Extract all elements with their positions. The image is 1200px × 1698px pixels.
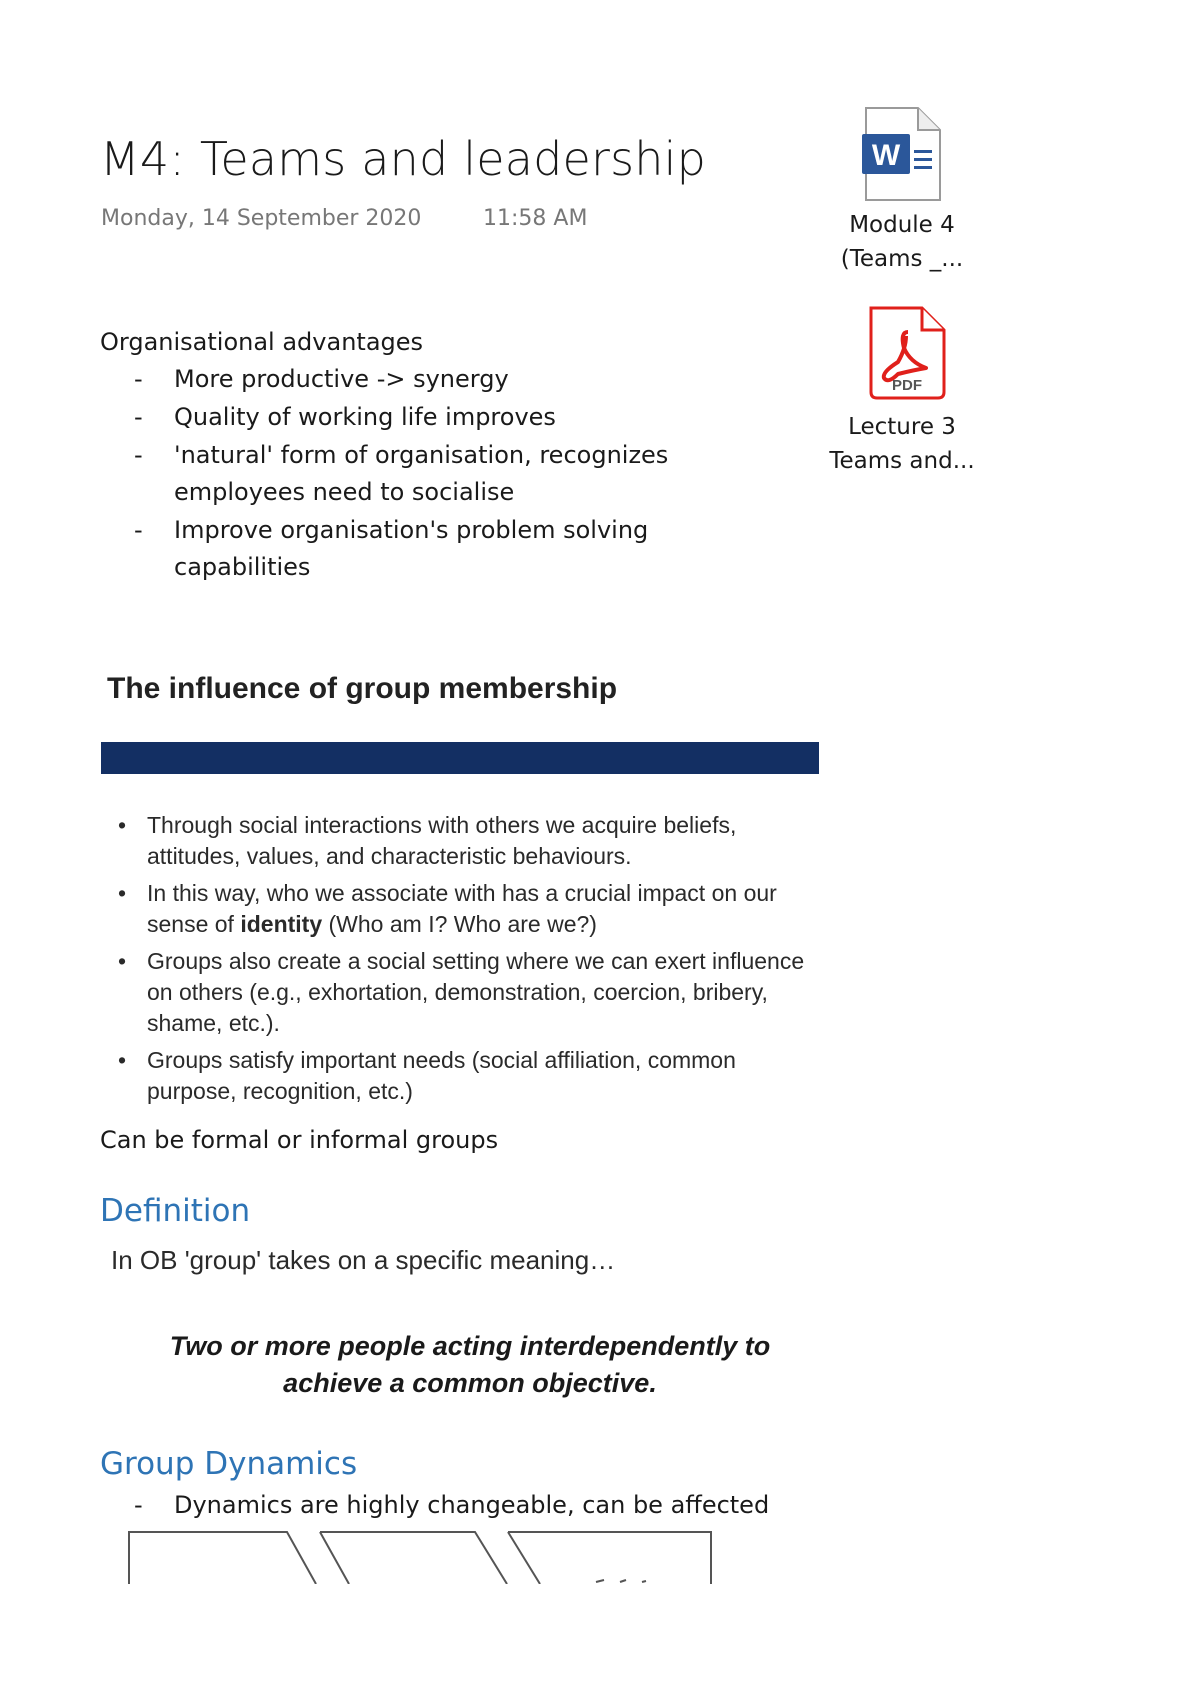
list-item: - Quality of working life improves [134, 403, 556, 431]
cut-off-diagram [120, 1528, 740, 1584]
dynamics-bullet: Dynamics are highly changeable, can be affected [174, 1491, 770, 1519]
page-time: 11:58 AM [483, 206, 588, 231]
formal-informal-note: Can be formal or informal groups [100, 1126, 499, 1154]
diagram-shape-2 [320, 1532, 507, 1584]
page-title: M4: Teams and leadership [100, 132, 706, 186]
list-item: - Improve organisation's problem solving capabilities [134, 516, 649, 581]
definition-quote: Two or more people acting interdependently to achieve a common objective. [169, 1331, 771, 1398]
slide-title: The influence of group membership [107, 672, 618, 705]
dash-marker: - [134, 1491, 143, 1519]
slide-bullet: • Groups also create a social setting where we can exert influence on others (e.g., exhortation, demonstration, coercion, bribery, shame, etc.). [118, 948, 805, 1036]
slide-bullet: • Groups satisfy important needs (social affiliation, common purpose, recognition, etc.) [118, 1047, 736, 1104]
list-item: - 'natural' form of organisation, recognizes employees need to socialise [134, 441, 669, 506]
slide-bullet-list [118, 810, 818, 1113]
attachment-label: Module 4 (Teams _... [840, 212, 964, 272]
slide-bullet: • In this way, who we associate with has a crucial impact on our sense of identity (Who am I? Who are we?) [118, 880, 777, 937]
word-doc-icon [822, 104, 982, 204]
diagram-shape-3 [508, 1532, 711, 1584]
page-bottom-whitespace [0, 1584, 1200, 1698]
diagram-text-fragment [596, 1580, 646, 1582]
pdf-icon [822, 304, 982, 400]
definition-intro: In OB 'group' takes on a specific meaning… [111, 1245, 616, 1275]
definition-heading: Definition [100, 1193, 251, 1229]
page-date: Monday, 14 September 2020 [101, 206, 422, 231]
group-dynamics-heading: Group Dynamics [100, 1446, 358, 1482]
pdf-badge-text: PDF [892, 377, 922, 394]
list-item: - More productive -> synergy [134, 365, 509, 393]
identity-bold-text: identity [240, 911, 323, 937]
svg-text:W: W [871, 139, 901, 172]
attachment-pdf[interactable] [822, 304, 982, 478]
diagram-shape-1 [129, 1532, 316, 1584]
attachment-word-doc[interactable] [822, 104, 982, 276]
attachment-label: Lecture 3 Teams and... [829, 414, 975, 474]
advantages-list [100, 361, 740, 587]
advantages-heading: Organisational advantages [100, 328, 424, 356]
slide-bullet: • Through social interactions with others we acquire beliefs, attitudes, values, and characteristic behaviours. [118, 812, 737, 869]
slide-title-bar [101, 742, 819, 774]
